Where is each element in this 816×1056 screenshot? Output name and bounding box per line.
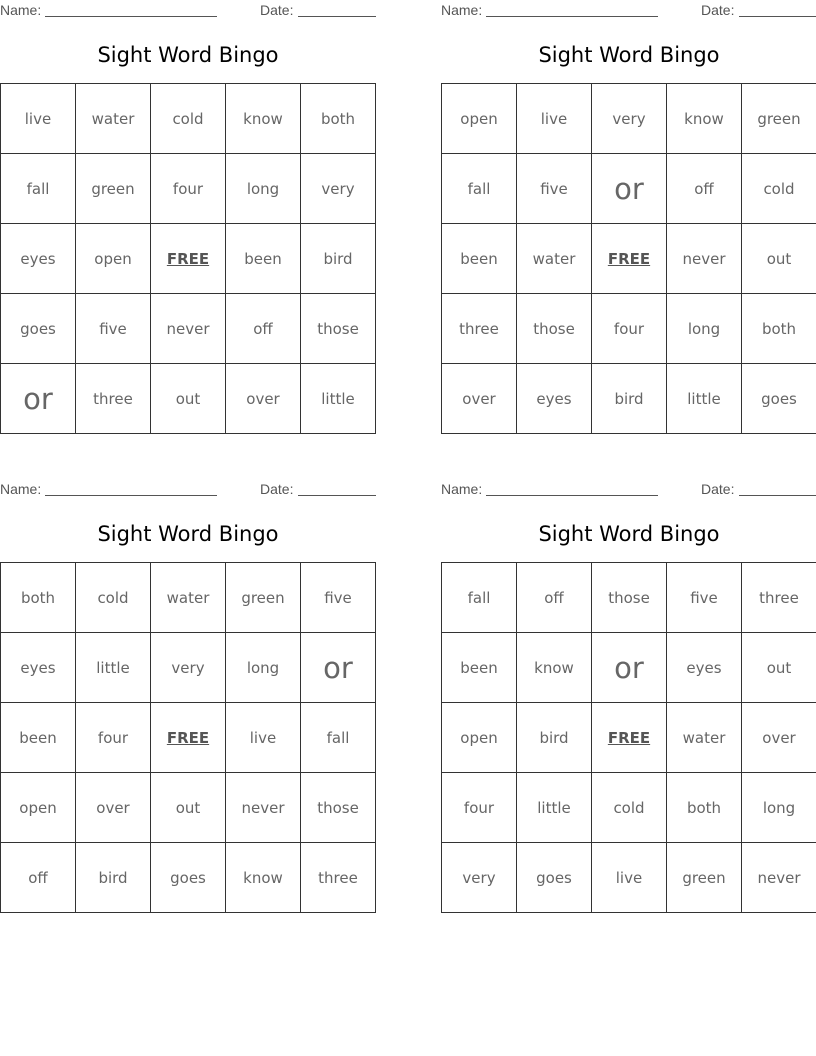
bingo-cell: water (76, 84, 151, 154)
grid-row (442, 843, 816, 913)
bingo-cell: little (76, 633, 151, 703)
bingo-cell: three (442, 294, 517, 364)
bingo-cell: live (226, 703, 301, 773)
bingo-cell: fall (442, 154, 517, 224)
bingo-cell: live (517, 84, 592, 154)
grid-row (442, 703, 816, 773)
bingo-cell: cold (742, 154, 816, 224)
bingo-cell: open (442, 84, 517, 154)
bingo-cell: been (1, 703, 76, 773)
grid-row (442, 154, 816, 224)
bingo-cell: water (151, 563, 226, 633)
date-blank-line (739, 16, 816, 17)
grid-row (442, 364, 816, 434)
card-title: Sight Word Bingo (538, 522, 720, 546)
bingo-cell: both (742, 294, 816, 364)
name-label: Name: (0, 2, 42, 18)
bingo-cell: eyes (1, 633, 76, 703)
bingo-cell: both (1, 563, 76, 633)
bingo-cell: goes (151, 843, 226, 913)
bingo-cell: live (592, 843, 667, 913)
bingo-cell: out (151, 364, 226, 434)
bingo-cell: very (301, 154, 376, 224)
bingo-cell: never (742, 843, 816, 913)
date-blank-line (739, 495, 816, 496)
name-blank-line (486, 495, 658, 496)
bingo-cell: cold (76, 563, 151, 633)
bingo-cell: out (742, 633, 816, 703)
bingo-cell: cold (151, 84, 226, 154)
grid-row (1, 364, 376, 434)
bingo-cell: open (76, 224, 151, 294)
bingo-cell: little (667, 364, 742, 434)
free-space-cell: FREE (151, 224, 226, 294)
bingo-cell: long (667, 294, 742, 364)
grid-row (1, 703, 376, 773)
bingo-grid (441, 83, 816, 434)
bingo-card (0, 0, 376, 416)
bingo-cell: fall (301, 703, 376, 773)
bingo-cell: out (151, 773, 226, 843)
grid-row (1, 773, 376, 843)
bingo-cell: never (667, 224, 742, 294)
bingo-cell: long (226, 633, 301, 703)
grid-row (1, 224, 376, 294)
date-label: Date: (260, 481, 294, 497)
bingo-cell: live (1, 84, 76, 154)
bingo-card (441, 0, 816, 408)
bingo-cell: long (226, 154, 301, 224)
grid-row (442, 294, 816, 364)
bingo-grid (441, 562, 816, 913)
card-header (0, 0, 376, 22)
bingo-cell: three (301, 843, 376, 913)
grid-row (442, 633, 816, 703)
bingo-card (441, 479, 816, 887)
bingo-cell: or (592, 154, 667, 224)
bingo-cell: fall (442, 563, 517, 633)
date-label: Date: (701, 2, 735, 18)
bingo-cell: open (442, 703, 517, 773)
bingo-cell: water (517, 224, 592, 294)
bingo-cell: bird (76, 843, 151, 913)
bingo-cell: four (76, 703, 151, 773)
bingo-cell: green (226, 563, 301, 633)
bingo-cell: three (76, 364, 151, 434)
free-space-cell: FREE (592, 224, 667, 294)
grid-row (442, 563, 816, 633)
bingo-cell: five (517, 154, 592, 224)
bingo-cell: four (442, 773, 517, 843)
bingo-cell: those (592, 563, 667, 633)
card-header (0, 479, 376, 501)
card-header (441, 479, 816, 501)
bingo-cell: water (667, 703, 742, 773)
bingo-cell: very (592, 84, 667, 154)
name-blank-line (45, 16, 217, 17)
bingo-cell: off (667, 154, 742, 224)
name-label: Name: (0, 481, 42, 497)
bingo-cell: goes (517, 843, 592, 913)
bingo-cell: those (301, 294, 376, 364)
bingo-cell: goes (742, 364, 816, 434)
card-header (441, 0, 816, 22)
bingo-cell: long (742, 773, 816, 843)
grid-row (442, 773, 816, 843)
date-blank-line (298, 495, 376, 496)
card-title: Sight Word Bingo (97, 43, 279, 67)
card-title: Sight Word Bingo (97, 522, 279, 546)
bingo-cell: eyes (1, 224, 76, 294)
bingo-cell: open (1, 773, 76, 843)
bingo-cell: never (226, 773, 301, 843)
bingo-cell: bird (301, 224, 376, 294)
bingo-cell: those (301, 773, 376, 843)
bingo-cell: very (442, 843, 517, 913)
bingo-cell: eyes (517, 364, 592, 434)
bingo-cell: know (667, 84, 742, 154)
bingo-cell: over (76, 773, 151, 843)
bingo-cell: over (742, 703, 816, 773)
bingo-cell: three (742, 563, 816, 633)
date-label: Date: (260, 2, 294, 18)
bingo-cell: or (301, 633, 376, 703)
name-label: Name: (441, 2, 483, 18)
bingo-cell: little (517, 773, 592, 843)
bingo-grid (0, 83, 376, 434)
bingo-cell: over (442, 364, 517, 434)
bingo-cell: five (76, 294, 151, 364)
bingo-cell: both (667, 773, 742, 843)
bingo-cell: out (742, 224, 816, 294)
bingo-cell: off (226, 294, 301, 364)
date-label: Date: (701, 481, 735, 497)
grid-row (1, 633, 376, 703)
date-blank-line (298, 16, 376, 17)
bingo-cell: over (226, 364, 301, 434)
name-blank-line (45, 495, 217, 496)
free-space-cell: FREE (592, 703, 667, 773)
bingo-cell: very (151, 633, 226, 703)
name-blank-line (486, 16, 658, 17)
bingo-cell: little (301, 364, 376, 434)
bingo-cell: off (1, 843, 76, 913)
bingo-cell: four (151, 154, 226, 224)
bingo-cell: know (517, 633, 592, 703)
bingo-cell: or (1, 364, 76, 434)
bingo-cell: five (667, 563, 742, 633)
bingo-card (0, 479, 376, 887)
bingo-cell: been (442, 633, 517, 703)
grid-row (1, 84, 376, 154)
bingo-cell: four (592, 294, 667, 364)
grid-row (1, 154, 376, 224)
grid-row (1, 563, 376, 633)
grid-row (1, 294, 376, 364)
grid-row (1, 843, 376, 913)
card-title: Sight Word Bingo (538, 43, 720, 67)
bingo-cell: been (226, 224, 301, 294)
bingo-cell: bird (592, 364, 667, 434)
bingo-cell: green (742, 84, 816, 154)
bingo-cell: fall (1, 154, 76, 224)
grid-row (442, 224, 816, 294)
bingo-cell: off (517, 563, 592, 633)
bingo-cell: been (442, 224, 517, 294)
bingo-cell: or (592, 633, 667, 703)
bingo-cell: never (151, 294, 226, 364)
bingo-cell: bird (517, 703, 592, 773)
bingo-cell: cold (592, 773, 667, 843)
name-label: Name: (441, 481, 483, 497)
bingo-cell: green (76, 154, 151, 224)
bingo-grid (0, 562, 376, 913)
bingo-cell: know (226, 843, 301, 913)
bingo-cell: know (226, 84, 301, 154)
grid-row (442, 84, 816, 154)
bingo-cell: green (667, 843, 742, 913)
bingo-cell: goes (1, 294, 76, 364)
bingo-cell: eyes (667, 633, 742, 703)
bingo-cell: those (517, 294, 592, 364)
bingo-cell: both (301, 84, 376, 154)
bingo-cell: five (301, 563, 376, 633)
free-space-cell: FREE (151, 703, 226, 773)
